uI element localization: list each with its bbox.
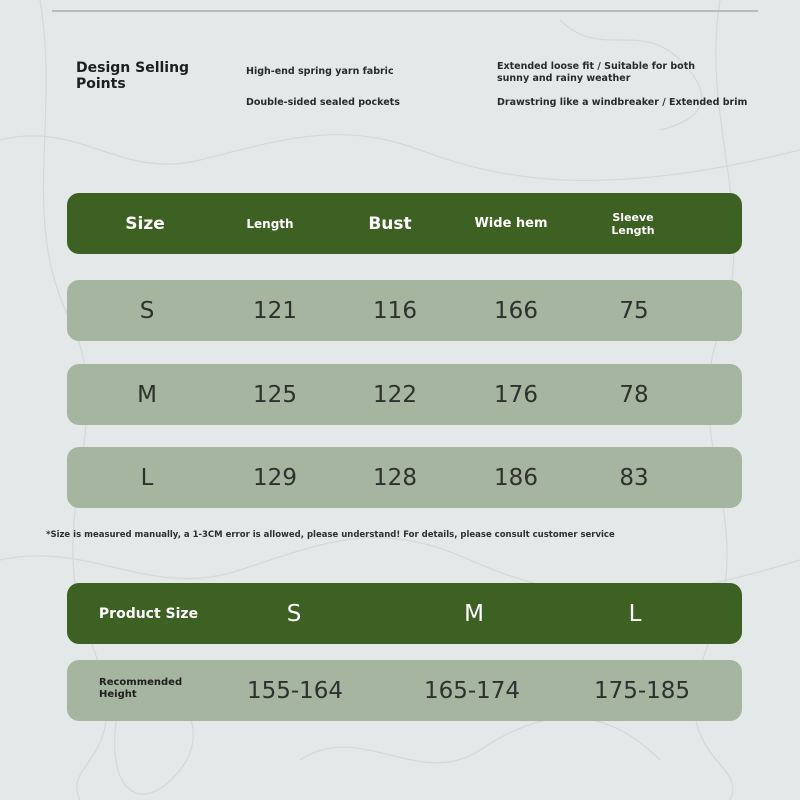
product-size-l: L (628, 600, 642, 627)
recommended-height-row (67, 660, 742, 721)
cell-wide-hem: 176 (494, 381, 538, 408)
cell-sleeve-length: 75 (619, 297, 649, 324)
cell-size: L (140, 464, 154, 491)
header-bust: Bust (368, 213, 412, 234)
selling-points-title: Design Selling Points (76, 60, 190, 92)
header-wide-hem: Wide hem (474, 216, 548, 231)
cell-bust: 128 (373, 464, 417, 491)
height-s: 155-164 (246, 677, 344, 704)
cell-length: 129 (253, 464, 297, 491)
product-size-header (67, 583, 742, 644)
cell-length: 121 (253, 297, 297, 324)
selling-point-pockets: Double-sided sealed pockets (246, 97, 400, 108)
product-size-m: M (464, 600, 484, 627)
header-size: Size (125, 213, 165, 234)
product-size-s: S (286, 600, 302, 627)
cell-length: 125 (253, 381, 297, 408)
cell-sleeve-length: 83 (619, 464, 649, 491)
header-sleeve-length: Sleeve Length (611, 210, 655, 237)
cell-bust: 116 (373, 297, 417, 324)
cell-bust: 122 (373, 381, 417, 408)
size-table-header (67, 193, 742, 254)
recommended-height-label: Recommended Height (99, 677, 183, 700)
cell-size: M (137, 381, 157, 408)
size-row-m (67, 364, 742, 425)
size-row-l (67, 447, 742, 508)
cell-wide-hem: 166 (494, 297, 538, 324)
selling-point-drawstring: Drawstring like a windbreaker / Extended brim (497, 97, 748, 108)
selling-point-fabric: High-end spring yarn fabric (246, 66, 394, 77)
header-length: Length (246, 216, 294, 231)
height-l: 175-185 (593, 677, 691, 704)
size-row-s (67, 280, 742, 341)
cell-size: S (139, 297, 155, 324)
cell-sleeve-length: 78 (619, 381, 649, 408)
top-divider (52, 10, 758, 12)
cell-wide-hem: 186 (494, 464, 538, 491)
height-m: 165-174 (423, 677, 521, 704)
selling-point-fit: Extended loose fit / Suitable for both sunny and rainy weather (497, 61, 696, 84)
measurement-note: *Size is measured manually, a 1-3CM error is allowed, please understand! For details, please consult customer service (46, 530, 615, 540)
product-size-label: Product Size (98, 605, 199, 622)
